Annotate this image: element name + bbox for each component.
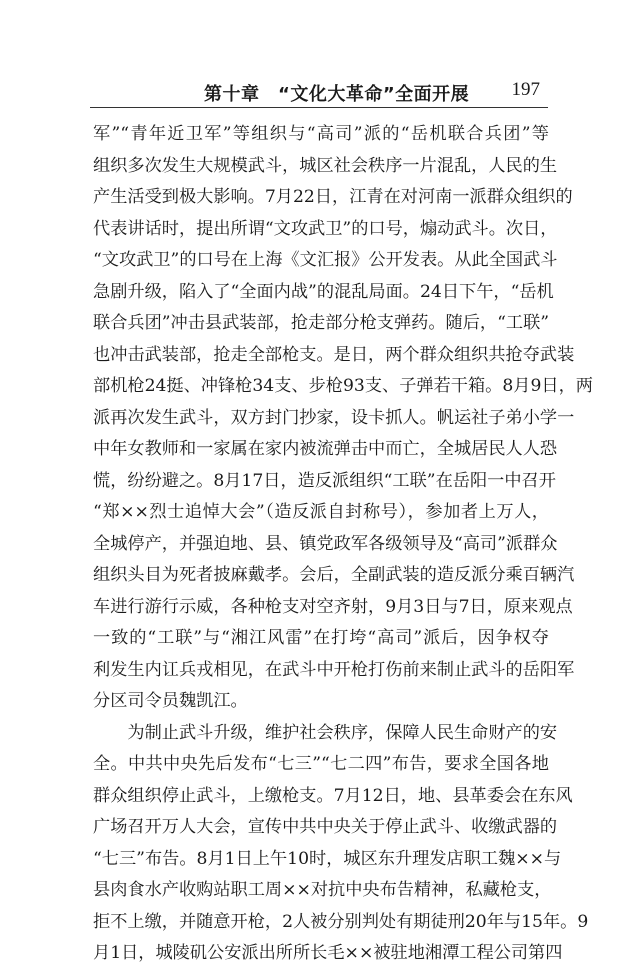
text-line: 中年女教师和一家属在家内被流弹击中而亡，全城居民人人恐 — [93, 439, 558, 459]
text-line: 产生活受到极大影响。7月22日，江青在对河南一派群众组织的 — [93, 187, 573, 207]
body-text — [93, 119, 593, 970]
text-line: 急剧升级，陷入了“全面内战”的混乱局面。24日下午，“岳机 — [93, 281, 554, 302]
text-line: 拒不上缴，并随意开枪，2人被分别判处有期徒刑20年与15年。9 — [93, 911, 589, 932]
text-line: “文攻武卫”的口号在上海《文汇报》公开发表。从此全国武斗 — [93, 250, 558, 270]
text-line: 慌，纷纷避之。8月17日，造反派组织“工联”在岳阳一中召开 — [93, 470, 556, 491]
header-rule — [90, 107, 548, 108]
text-line: 全。中共中央先后发布“七三”“七二四”布告，要求全国各地 — [93, 754, 549, 774]
text-line: 军”“青年近卫军”等组织与“高司”派的“岳机联合兵团”等 — [93, 124, 549, 144]
chapter-title: 第十章 “文化大革命”全面开展 — [204, 84, 470, 105]
text-line: 分区司令员魏凯江。 — [93, 691, 248, 711]
text-line: 广场召开万人大会，宣传中共中央关于停止武斗、收缴武器的 — [93, 817, 558, 837]
text-line: 车进行游行示威，各种枪支对空齐射，9月3日与7日，原来观点 — [93, 596, 573, 617]
text-line: 派再次发生武斗，双方封门抄家，设卡抓人。帆运社子弟小学一 — [93, 407, 575, 428]
text-line: “郑××烈士追悼大会”（造反派自封称号），参加者上万人， — [93, 502, 549, 522]
text-line: 也冲击武装部，抢走全部枪支。是日，两个群众组织共抢夺武装 — [93, 344, 575, 365]
text-line: 月1日，城陵矶公安派出所所长毛××被驻地湘潭工程公司第四 — [93, 943, 563, 963]
text-line: 部机枪24挺、冲锋枪34支、步枪93支、子弹若干箱。8月9日，两 — [93, 376, 593, 396]
text-line: 全城停产，并强迫地、县、镇党政军各级领导及“高司”派群众 — [93, 533, 558, 554]
text-line: 组织头目为死者披麻戴孝。会后，全副武装的造反派分乘百辆汽 — [93, 565, 575, 585]
text-line: 联合兵团”冲击县武装部，抢走部分枪支弹药。随后，“工联” — [93, 313, 550, 333]
page-number: 197 — [511, 79, 540, 100]
running-header — [90, 78, 548, 108]
text-line: 代表讲话时，提出所谓“文攻武卫”的口号，煽动武斗。次日， — [93, 218, 558, 239]
text-line: 群众组织停止武斗，上缴枪支。7月12日，地、县革委会在东风 — [93, 785, 573, 806]
paragraph — [93, 119, 593, 718]
text-line: 组织多次发生大规模武斗，城区社会秩序一片混乱，人民的生 — [93, 155, 558, 176]
text-line: 一致的“工联”与“湘江风雷”在打垮“高司”派后，因争权夺 — [93, 628, 549, 648]
text-line: 利发生内讧兵戎相见，在武斗中开枪打伤前来制止武斗的岳阳军 — [93, 659, 575, 680]
paragraph — [93, 718, 589, 970]
text-line: “七三”布告。8月1日上午10时，城区东升理发店职工魏××与 — [93, 848, 562, 869]
text-line: 县肉食水产收购站职工周××对抗中央布告精神，私藏枪支， — [93, 880, 552, 900]
text-line: 为制止武斗升级，维护社会秩序，保障人民生命财产的安 — [93, 722, 558, 743]
